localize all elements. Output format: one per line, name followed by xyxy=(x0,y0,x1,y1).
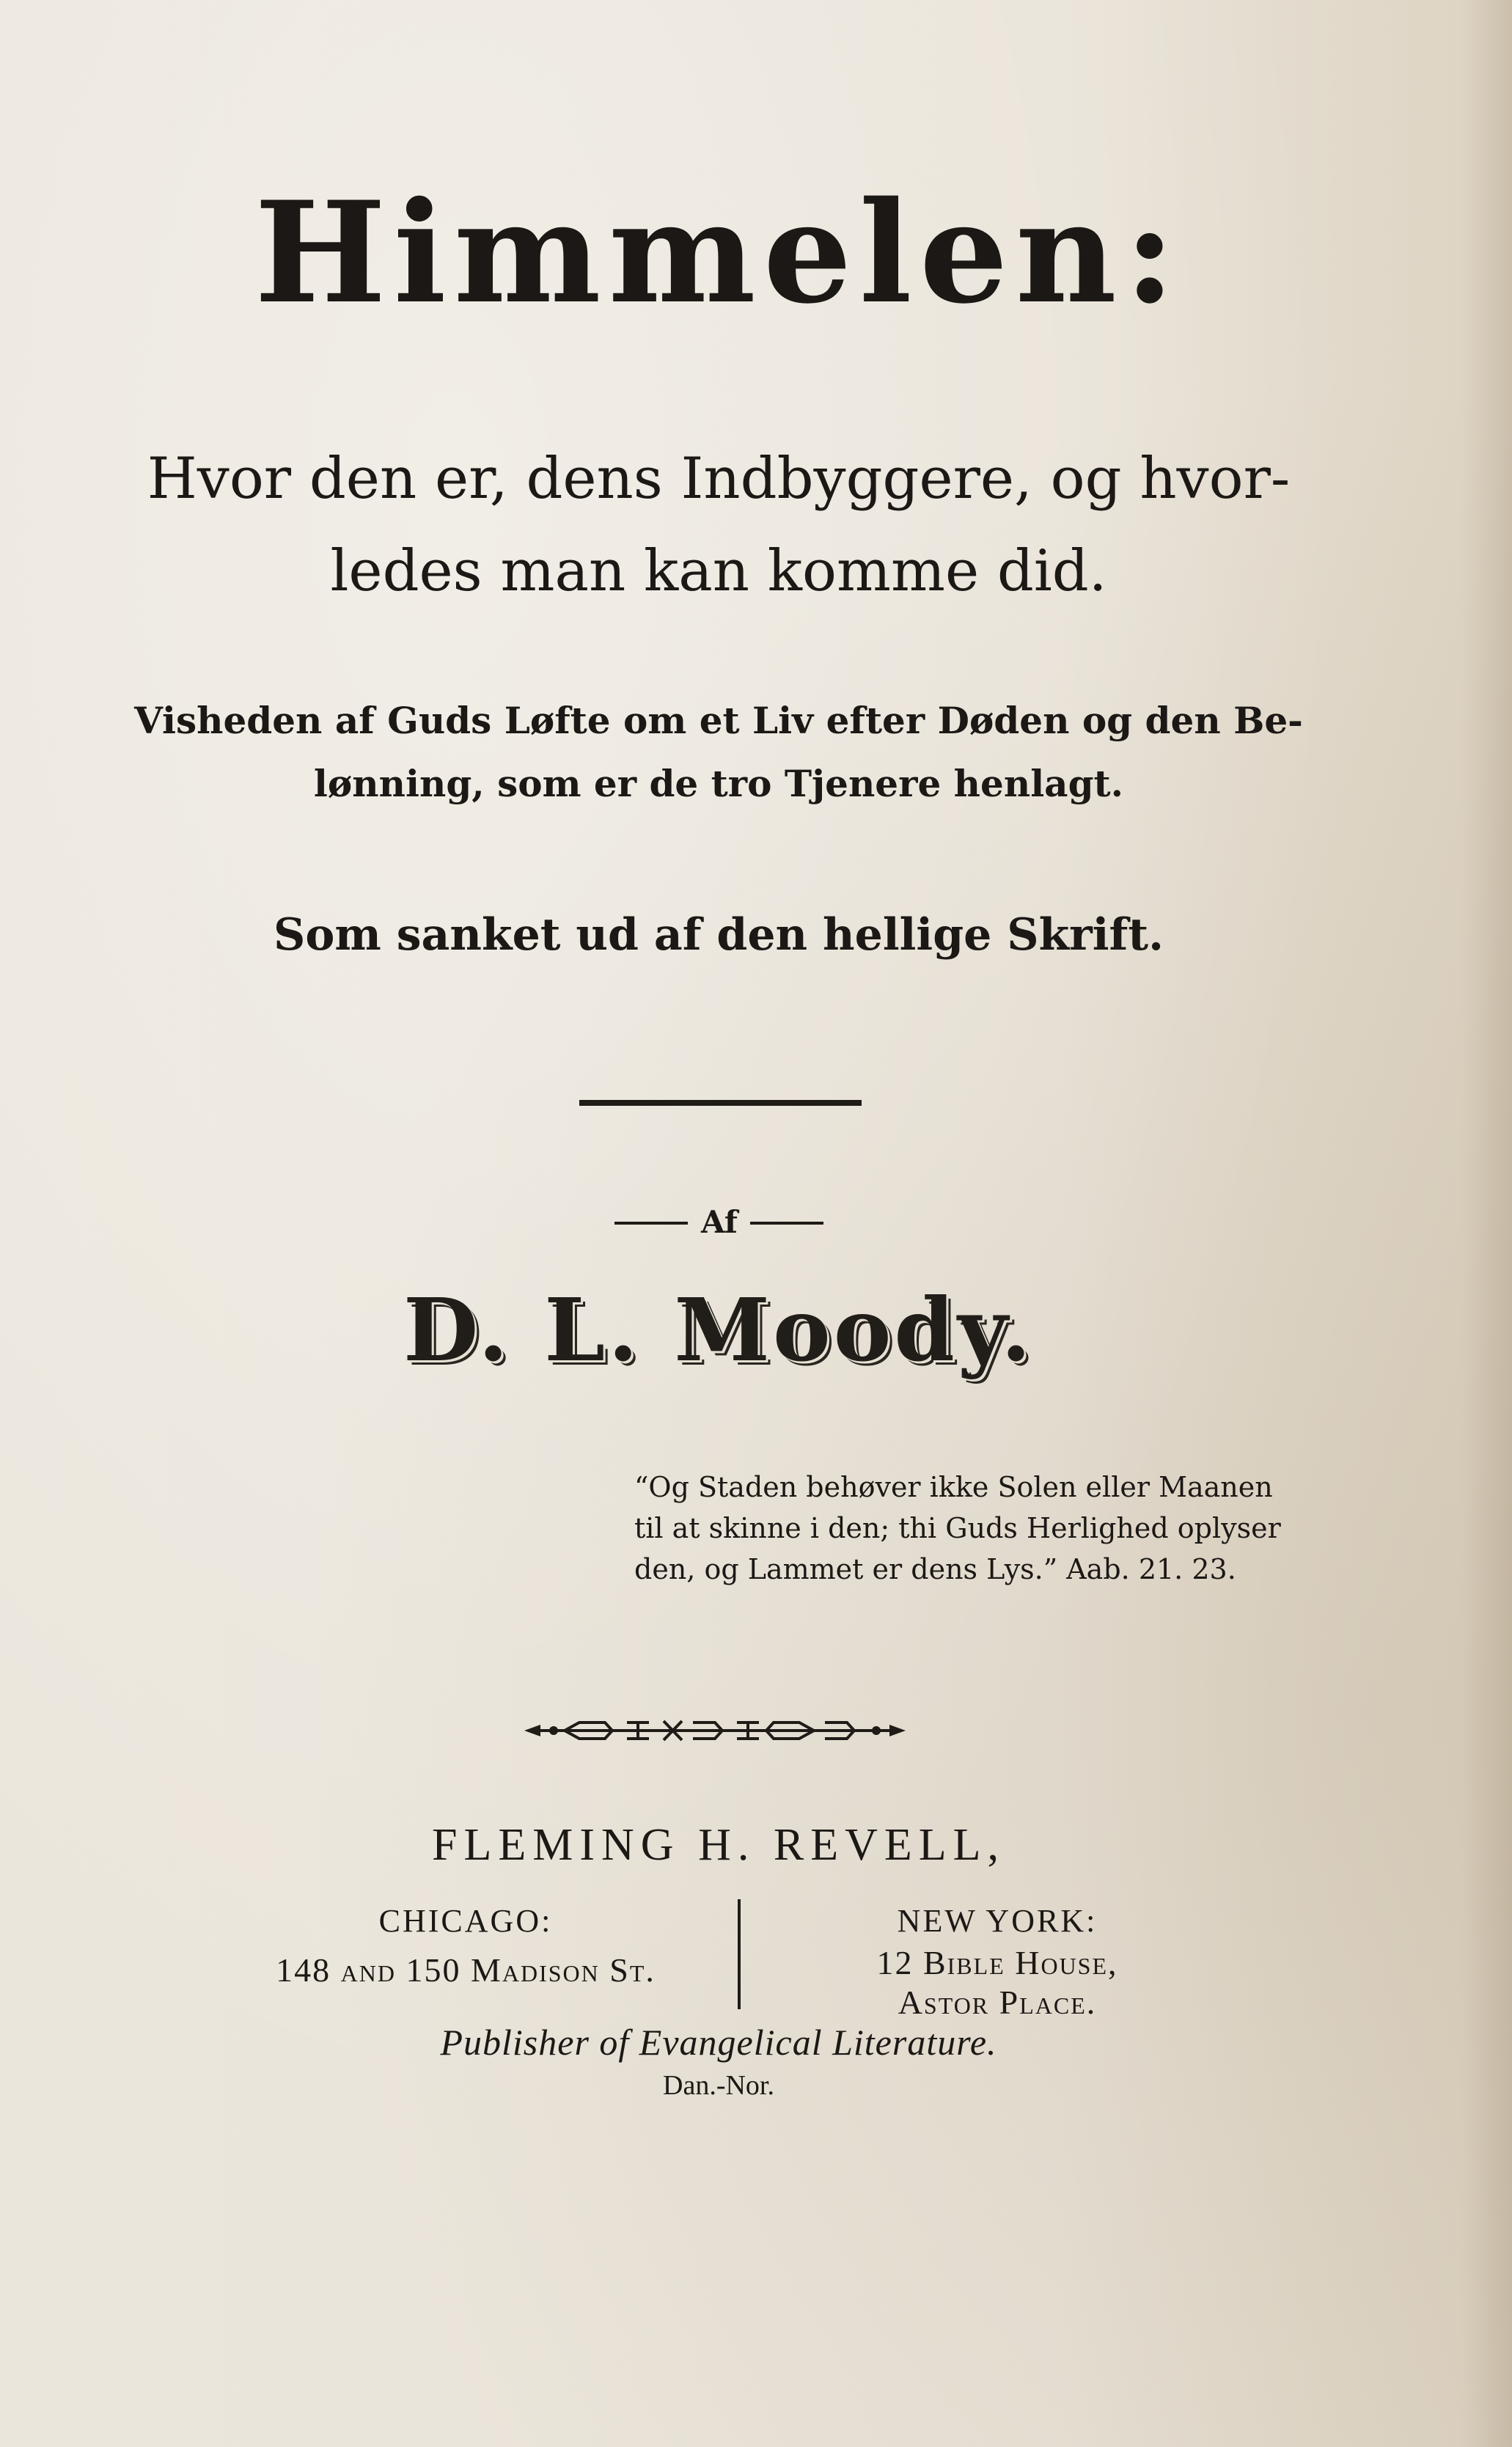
by-dash-right xyxy=(750,1222,823,1225)
address-divider xyxy=(738,1899,741,2009)
page-edge-shadow xyxy=(1461,0,1512,2447)
street-address: 148 and 150 Madison St. xyxy=(276,1951,656,1989)
description-line: Visheden af Guds Løfte om et Liv efter Døden og den Be- xyxy=(134,699,1303,742)
by-line xyxy=(614,1203,820,1239)
city-name: NEW YORK: xyxy=(897,1903,1098,1939)
quote-line: til at skinne i den; thi Guds Herlighed oplyser xyxy=(634,1512,1281,1544)
subtitle-line: Hvor den er, dens Indbyggere, og hvor- xyxy=(147,446,1291,512)
book-subtitle xyxy=(0,433,1437,617)
horizontal-rule xyxy=(579,1100,862,1106)
book-title: Himmelen: xyxy=(254,171,1183,334)
publisher-tagline: Publisher of Evangelical Literature. xyxy=(440,2022,997,2063)
chicago-address xyxy=(213,1899,719,1990)
quote-line: “Og Staden behøver ikke Solen eller Maanen xyxy=(634,1471,1273,1503)
author-name: D. L. Moody. xyxy=(403,1279,1035,1381)
city-name: CHICAGO: xyxy=(378,1903,553,1939)
by-dash-left xyxy=(614,1222,688,1225)
book-description xyxy=(0,689,1437,815)
quote-line: den, og Lammet er dens Lys.” Aab. 21. 23. xyxy=(634,1553,1236,1585)
street-address: Astor Place. xyxy=(898,1984,1097,2021)
ornament-divider-icon xyxy=(524,1712,906,1749)
new-york-address xyxy=(792,1899,1203,2022)
street-address: 12 Bible House, xyxy=(876,1944,1118,1981)
compiled-from-note: Som sanket ud af den hellige Skrift. xyxy=(274,909,1164,961)
publisher-name: FLEMING H. REVELL, xyxy=(432,1820,1005,1870)
subtitle-line: ledes man kan komme did. xyxy=(330,538,1107,604)
epigraph-quote xyxy=(634,1467,1324,1590)
by-word: Af xyxy=(701,1204,738,1240)
edition-note: Dan.-Nor. xyxy=(663,2070,774,2101)
description-line: lønning, som er de tro Tjenere henlagt. xyxy=(313,762,1124,805)
